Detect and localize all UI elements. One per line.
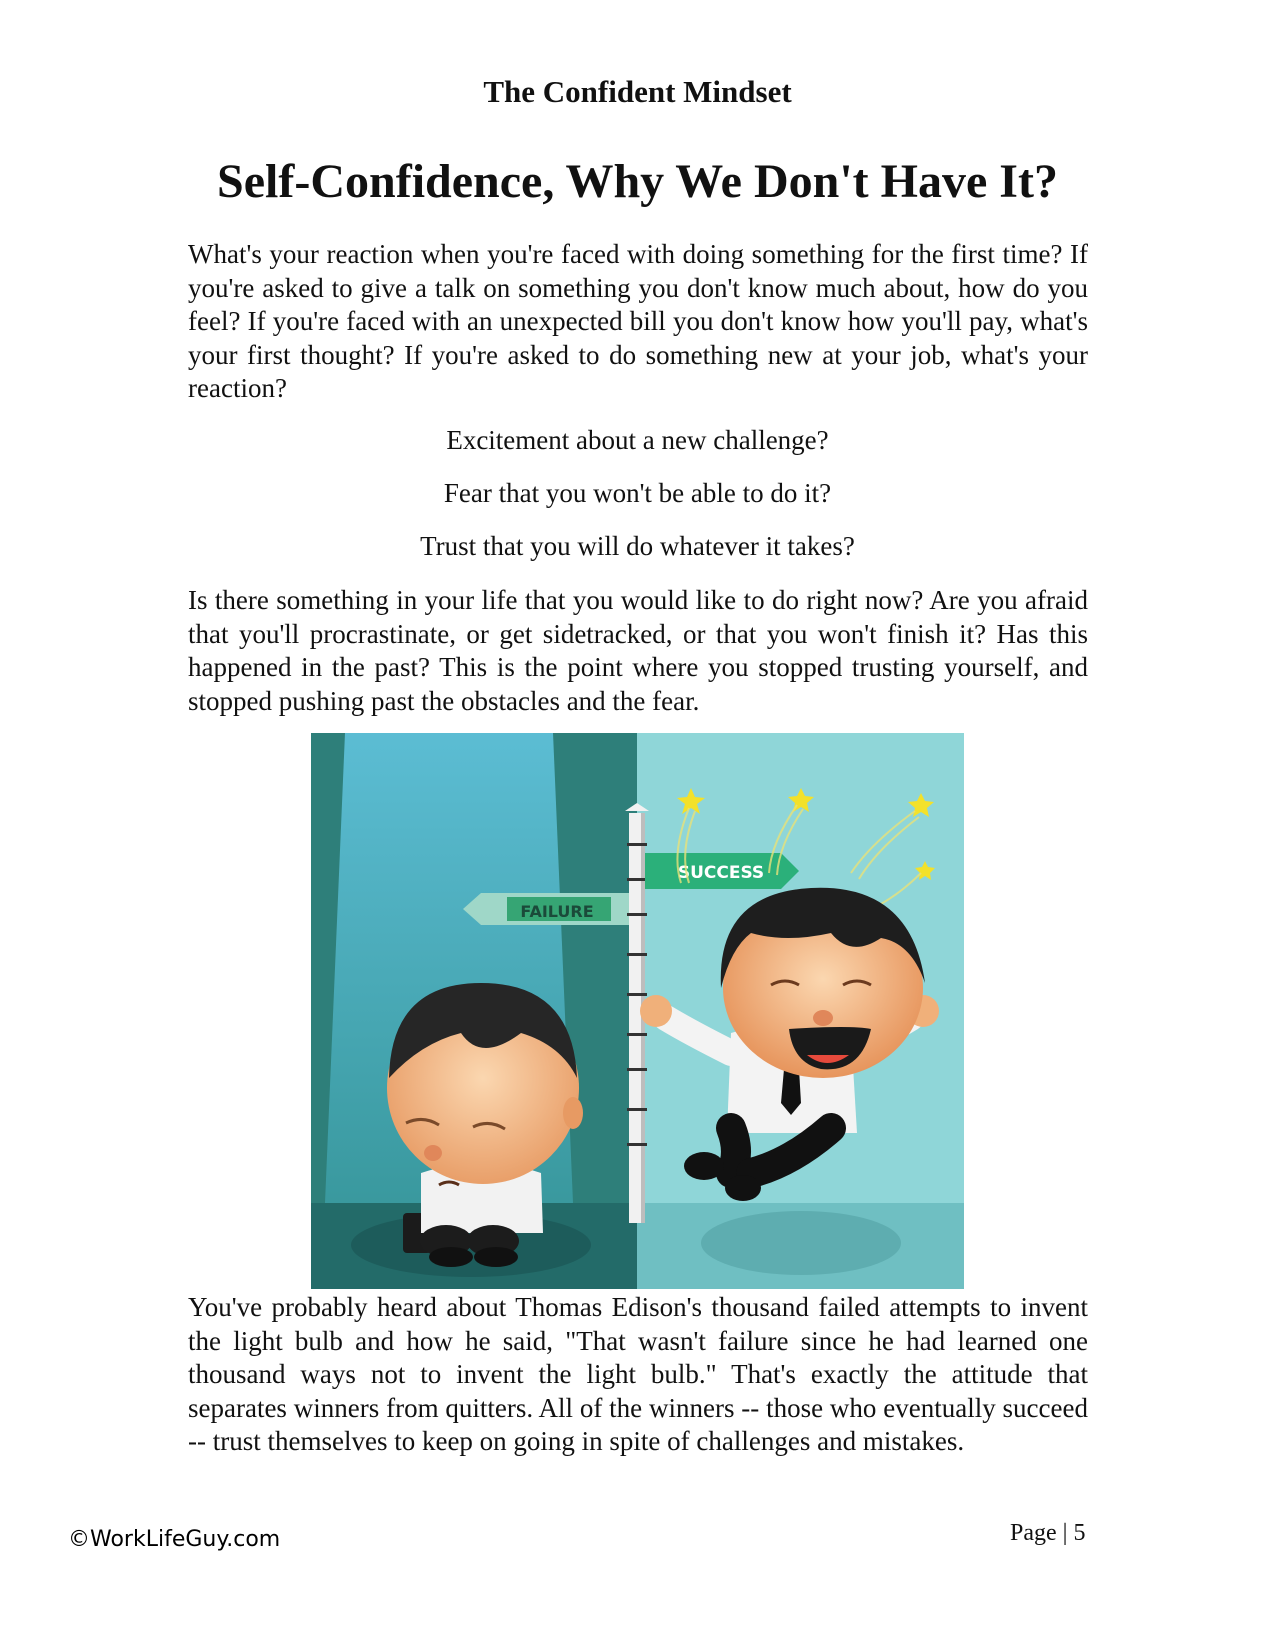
page-number: Page | 5 — [1010, 1520, 1086, 1546]
success-sign-label: SUCCESS — [677, 863, 765, 883]
page-title: Self-Confidence, Why We Don't Have It? — [217, 155, 1058, 208]
failure-sign — [463, 893, 629, 925]
question-excitement: Excitement about a new challenge? — [446, 425, 829, 455]
failure-side — [311, 733, 637, 1289]
question-trust: Trust that you will do whatever it takes? — [420, 531, 855, 561]
closing-paragraph: You've probably heard about Thomas Edison's thousand failed attempts to invent the light bulb and how he said, "That wasn't failure since he had learned one thousand ways not to invent the light bulb." That's exactly the attitude that separates winners from quitters. All of the winners -- those who eventually succeed -- trust themselves to keep on going in spite of challenges and mistakes. — [188, 1292, 1088, 1456]
copyright-footer: ©WorkLifeGuy.com — [68, 1527, 281, 1552]
running-header: The Confident Mindset — [483, 74, 792, 109]
intro-paragraph: What's your reaction when you're faced with doing something for the first time? If you're asked to give a talk on something you don't know much about, how do you feel? If you're faced with an unexpected bill you don't know how you'll pay, what's your first thought? If you're asked to do something new at your job, what's your reaction? — [188, 239, 1088, 403]
middle-paragraph: Is there something in your life that you would like to do right now? Are you afraid that you'll procrastinate, or get sidetracked, or that you won't finish it? Has this happened in the past? This is the point where you stopped trusting yourself, and stopped pushing past the obstacles and the fear. — [188, 585, 1088, 716]
success-sign — [645, 853, 799, 889]
failure-sign-label: FAILURE — [520, 902, 594, 921]
question-fear: Fear that you won't be able to do it? — [443, 478, 832, 508]
failure-success-illustration — [311, 733, 964, 1289]
success-side — [625, 733, 964, 1289]
